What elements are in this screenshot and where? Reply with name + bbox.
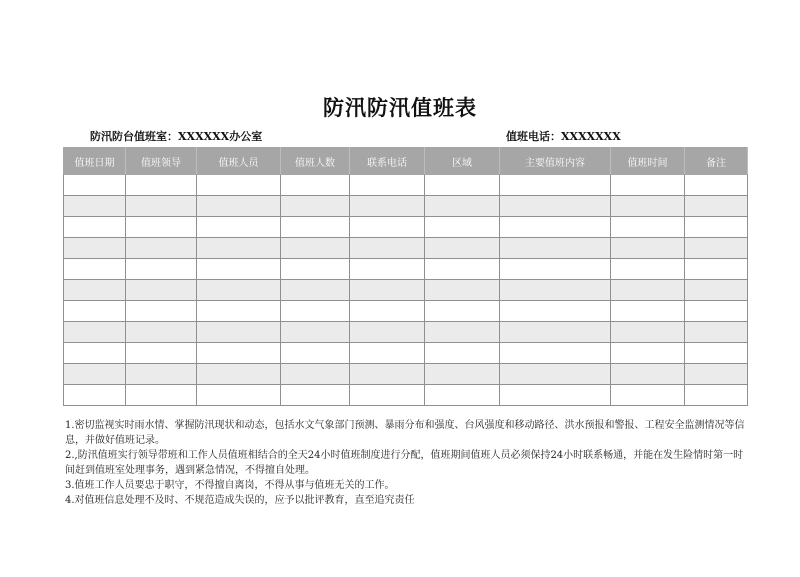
table-cell[interactable] <box>281 175 350 196</box>
duty-phone-label: 值班电话：XXXXXXX <box>506 130 621 143</box>
table-cell[interactable] <box>425 196 500 217</box>
header-main-duty-content: 主要值班内容 <box>500 148 611 175</box>
table-cell[interactable] <box>350 175 425 196</box>
table-cell[interactable] <box>350 217 425 238</box>
table-cell[interactable] <box>350 238 425 259</box>
duty-office-label: 防汛防台值班室：XXXXXX办公室 <box>90 130 263 143</box>
table-cell[interactable] <box>685 280 748 301</box>
header-contact-phone: 联系电话 <box>350 148 425 175</box>
table-cell[interactable] <box>281 322 350 343</box>
note-item: 2.,防汛值班实行领导带班和工作人员值班相结合的全天24小时值班制度进行分配，值班期间值班人员必须保持24小时联系畅通，并能在发生险情时第一时间赶到值班室处理事务，遇到紧急情况，不得擅自处理。 <box>65 450 744 476</box>
table-row <box>64 343 748 364</box>
table-cell[interactable] <box>126 238 197 259</box>
header-duty-leader: 值班领导 <box>126 148 197 175</box>
table-cell[interactable] <box>64 196 126 217</box>
table-cell[interactable] <box>126 196 197 217</box>
table-cell[interactable] <box>64 301 126 322</box>
table-cell[interactable] <box>500 322 611 343</box>
table-cell[interactable] <box>350 385 425 406</box>
table-cell[interactable] <box>281 259 350 280</box>
table-row <box>64 196 748 217</box>
table-cell[interactable] <box>126 343 197 364</box>
table-cell[interactable] <box>685 343 748 364</box>
table-cell[interactable] <box>425 301 500 322</box>
table-cell[interactable] <box>611 175 685 196</box>
table-cell[interactable] <box>350 364 425 385</box>
table-cell[interactable] <box>197 385 281 406</box>
table-cell[interactable] <box>197 175 281 196</box>
table-cell[interactable] <box>281 385 350 406</box>
table-cell[interactable] <box>350 259 425 280</box>
table-cell[interactable] <box>281 343 350 364</box>
table-cell[interactable] <box>500 217 611 238</box>
header-staff-count: 值班人数 <box>281 148 350 175</box>
table-row <box>64 280 748 301</box>
table-cell[interactable] <box>197 301 281 322</box>
table-cell[interactable] <box>350 196 425 217</box>
table-cell[interactable] <box>64 364 126 385</box>
notes-section <box>65 418 751 508</box>
table-cell[interactable] <box>197 217 281 238</box>
table-cell[interactable] <box>281 364 350 385</box>
table-row <box>64 322 748 343</box>
table-row <box>64 385 748 406</box>
document-title: 防汛防汛值班表 <box>323 95 477 120</box>
table-header-row <box>64 148 748 175</box>
table-row <box>64 259 748 280</box>
table-cell[interactable] <box>425 259 500 280</box>
table-cell[interactable] <box>425 343 500 364</box>
table-cell[interactable] <box>685 385 748 406</box>
table-cell[interactable] <box>64 217 126 238</box>
table-cell[interactable] <box>500 385 611 406</box>
table-cell[interactable] <box>685 196 748 217</box>
table-cell[interactable] <box>685 364 748 385</box>
table-cell[interactable] <box>64 238 126 259</box>
table-cell[interactable] <box>126 364 197 385</box>
table-cell[interactable] <box>611 322 685 343</box>
table-cell[interactable] <box>281 238 350 259</box>
table-cell[interactable] <box>500 280 611 301</box>
table-cell[interactable] <box>64 322 126 343</box>
table-row <box>64 217 748 238</box>
table-cell[interactable] <box>281 217 350 238</box>
table-cell[interactable] <box>500 364 611 385</box>
table-cell[interactable] <box>197 364 281 385</box>
table-cell[interactable] <box>611 259 685 280</box>
table-cell[interactable] <box>425 175 500 196</box>
table-cell[interactable] <box>197 280 281 301</box>
note-item: 3.值班工作人员要忠于职守，不得擅自离岗，不得从事与值班无关的工作。 <box>65 480 395 491</box>
table-cell[interactable] <box>197 238 281 259</box>
table-cell[interactable] <box>350 343 425 364</box>
table-cell[interactable] <box>425 364 500 385</box>
table-cell[interactable] <box>611 385 685 406</box>
table-cell[interactable] <box>197 196 281 217</box>
table-cell[interactable] <box>126 175 197 196</box>
table-cell[interactable] <box>500 343 611 364</box>
table-cell[interactable] <box>611 343 685 364</box>
table-cell[interactable] <box>197 259 281 280</box>
table-cell[interactable] <box>64 385 126 406</box>
table-cell[interactable] <box>350 280 425 301</box>
table-cell[interactable] <box>350 301 425 322</box>
note-item: 4.对值班信息处理不及时、不规范造成失误的，应予以批评教育，直至追究责任 <box>65 495 415 506</box>
table-cell[interactable] <box>611 280 685 301</box>
note-item: 1.密切监视实时雨水情、掌握防汛现状和动态，包括水文气象部门预测、暴雨分布和强度、台风强度和移动路径、洪水预报和警报、工程安全监测情况等信息，并做好值班记录。 <box>65 420 745 446</box>
table-cell[interactable] <box>685 259 748 280</box>
table-cell[interactable] <box>685 217 748 238</box>
table-cell[interactable] <box>64 280 126 301</box>
table-cell[interactable] <box>611 238 685 259</box>
table-cell[interactable] <box>500 259 611 280</box>
table-cell[interactable] <box>425 280 500 301</box>
table-cell[interactable] <box>685 238 748 259</box>
table-cell[interactable] <box>500 238 611 259</box>
table-cell[interactable] <box>281 301 350 322</box>
table-cell[interactable] <box>500 196 611 217</box>
duty-table <box>63 147 748 406</box>
table-row <box>64 301 748 322</box>
table-cell[interactable] <box>126 217 197 238</box>
table-cell[interactable] <box>64 175 126 196</box>
header-duty-staff: 值班人员 <box>197 148 281 175</box>
table-cell[interactable] <box>64 259 126 280</box>
header-duty-time: 值班时间 <box>611 148 685 175</box>
table-cell[interactable] <box>685 301 748 322</box>
table-cell[interactable] <box>281 280 350 301</box>
header-remarks: 备注 <box>685 148 748 175</box>
header-area: 区域 <box>425 148 500 175</box>
table-cell[interactable] <box>685 175 748 196</box>
table-cell[interactable] <box>126 301 197 322</box>
table-cell[interactable] <box>500 301 611 322</box>
table-cell[interactable] <box>197 322 281 343</box>
table-cell[interactable] <box>611 217 685 238</box>
table-cell[interactable] <box>611 196 685 217</box>
table-cell[interactable] <box>685 322 748 343</box>
table-cell[interactable] <box>350 322 425 343</box>
table-cell[interactable] <box>425 322 500 343</box>
table-cell[interactable] <box>425 238 500 259</box>
table-cell[interactable] <box>126 280 197 301</box>
table-cell[interactable] <box>64 343 126 364</box>
table-cell[interactable] <box>611 364 685 385</box>
table-cell[interactable] <box>197 343 281 364</box>
table-cell[interactable] <box>500 175 611 196</box>
table-cell[interactable] <box>126 322 197 343</box>
table-row <box>64 175 748 196</box>
header-duty-date: 值班日期 <box>64 148 126 175</box>
table-cell[interactable] <box>425 217 500 238</box>
table-body <box>64 175 748 406</box>
table-cell[interactable] <box>425 385 500 406</box>
table-cell[interactable] <box>281 196 350 217</box>
table-row <box>64 364 748 385</box>
table-cell[interactable] <box>126 259 197 280</box>
table-cell[interactable] <box>611 301 685 322</box>
table-row <box>64 238 748 259</box>
table-cell[interactable] <box>126 385 197 406</box>
